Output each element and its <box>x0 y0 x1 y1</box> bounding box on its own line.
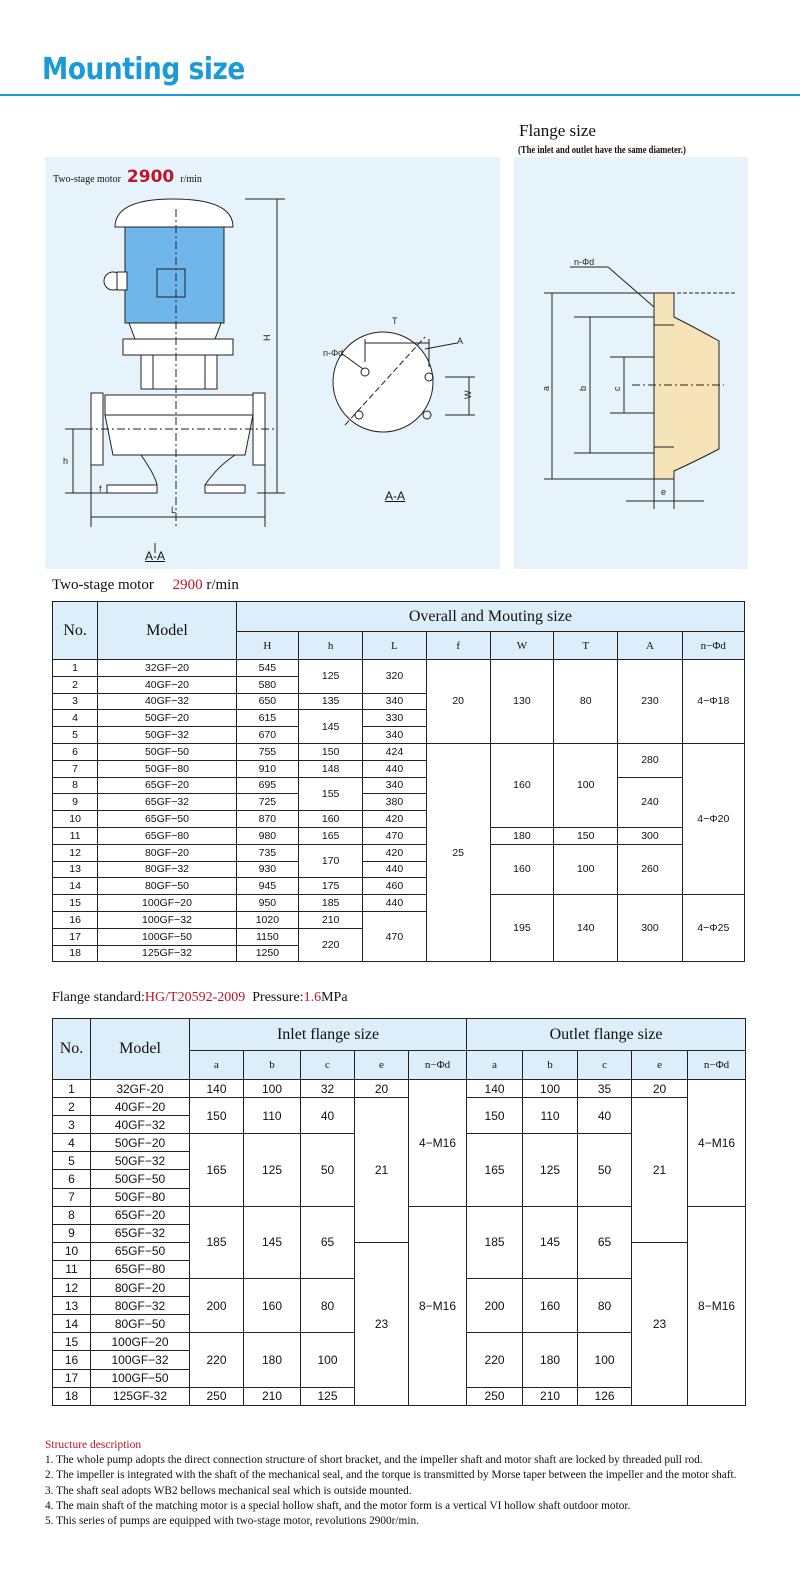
table2-inlet-e: 21 <box>355 1098 409 1243</box>
table2-cell-model: 100GF−20 <box>91 1333 190 1351</box>
table2-header-inlet: Inlet flange size <box>190 1019 467 1051</box>
dim-label-H: H <box>262 334 272 341</box>
table2-cell-model: 40GF−20 <box>91 1098 190 1116</box>
table2-cell-no: 10 <box>53 1242 91 1260</box>
table1-cell-no: 11 <box>53 827 98 844</box>
table-row <box>53 895 745 912</box>
table1-cell-H: 695 <box>236 777 298 794</box>
table2-inlet-b: 100 <box>244 1080 301 1098</box>
table2-outlet-b: 145 <box>523 1206 578 1278</box>
table2-outlet-c: 65 <box>578 1206 632 1278</box>
dim-label-W: W <box>463 390 473 399</box>
table1-cell-model: 40GF−32 <box>98 693 237 710</box>
table1-cell-L: 470 <box>363 827 426 844</box>
table1-cell-h: 185 <box>299 895 363 912</box>
flange-size-table <box>52 1018 746 1406</box>
table1-cell-h: 165 <box>299 827 363 844</box>
table1-cell-h: 125 <box>299 660 363 694</box>
table1-cell-model: 80GF−20 <box>98 844 237 861</box>
table2-cell-no: 9 <box>53 1224 91 1242</box>
table1-cell-model: 100GF−20 <box>98 895 237 912</box>
table2-cell-no: 3 <box>53 1116 91 1134</box>
table2-outlet-nd: 4−M16 <box>688 1080 746 1207</box>
table1-cell-h: 210 <box>299 911 363 928</box>
table2-cell-model: 50GF−50 <box>91 1170 190 1188</box>
table1-cell-W: 180 <box>490 827 553 844</box>
table1-cell-no: 12 <box>53 844 98 861</box>
table2-outlet-a: 250 <box>467 1387 523 1405</box>
table2-cell-model: 100GF−32 <box>91 1351 190 1369</box>
table1-cell-T: 140 <box>554 895 618 962</box>
table2-header-outlet: Outlet flange size <box>467 1019 746 1051</box>
structure-item: 4. The main shaft of the matching motor is a special hollow shaft, and the motor form is a vertical VI hollow shaft outdoor motor. <box>45 1499 631 1512</box>
table2-col-inlet-b: b <box>244 1051 301 1080</box>
table2-inlet-b: 125 <box>244 1134 301 1206</box>
dim-label-T: T <box>392 316 398 326</box>
table1-cell-h: 148 <box>299 760 363 777</box>
table2-cell-no: 1 <box>53 1080 91 1098</box>
pump-drawing <box>45 157 500 569</box>
table2-inlet-b: 145 <box>244 1206 301 1278</box>
table2-outlet-a: 150 <box>467 1098 523 1134</box>
flange-label-nd: n-Φd <box>574 257 595 267</box>
table1-cell-model: 100GF−32 <box>98 911 237 928</box>
table2-caption-pressure: Pressure: <box>252 990 304 1005</box>
flange-size-title: Flange size <box>519 121 596 140</box>
table1-cell-L: 320 <box>363 660 426 694</box>
table1-col-h: h <box>299 632 363 660</box>
table2-cell-no: 2 <box>53 1098 91 1116</box>
table1-cell-h: 145 <box>299 710 363 744</box>
table1-cell-W: 195 <box>490 895 553 962</box>
table1-cell-A: 240 <box>618 777 682 827</box>
table1-cell-h: 150 <box>299 743 363 760</box>
table2-cell-no: 5 <box>53 1152 91 1170</box>
table2-outlet-b: 125 <box>523 1134 578 1206</box>
table1-cell-no: 10 <box>53 811 98 828</box>
dim-label-L: L <box>171 505 177 515</box>
table1-cell-model: 125GF−32 <box>98 945 237 962</box>
table1-caption <box>52 577 239 594</box>
table1-cell-model: 50GF−80 <box>98 760 237 777</box>
table2-caption-pressure-val: 1.6 <box>303 990 322 1005</box>
table1-cell-H: 580 <box>236 676 298 693</box>
table1-cell-L: 424 <box>363 743 426 760</box>
table2-cell-model: 50GF−80 <box>91 1188 190 1206</box>
table2-inlet-c: 100 <box>301 1333 355 1387</box>
table2-outlet-c: 40 <box>578 1098 632 1134</box>
table1-cell-H: 725 <box>236 794 298 811</box>
table2-cell-no: 15 <box>53 1333 91 1351</box>
table-row <box>53 844 745 861</box>
table1-cell-A: 230 <box>618 660 682 744</box>
table2-col-outlet-nd: n−Φd <box>688 1051 746 1080</box>
table1-cell-A: 300 <box>618 827 682 844</box>
table1-col-T: T <box>554 632 618 660</box>
table2-cell-model: 80GF−50 <box>91 1315 190 1333</box>
dim-label-A: A <box>457 336 464 346</box>
table1-cell-L: 470 <box>363 911 426 961</box>
table2-outlet-a: 140 <box>467 1080 523 1098</box>
table1-cell-f: 20 <box>426 660 490 744</box>
table1-cell-H: 615 <box>236 710 298 727</box>
table1-cell-L: 340 <box>363 727 426 744</box>
table2-cell-model: 65GF−20 <box>91 1206 190 1224</box>
table1-cell-H: 1150 <box>236 928 298 945</box>
table1-cell-h: 175 <box>299 878 363 895</box>
page-title: Mounting size <box>42 52 245 87</box>
table1-caption-rpm: 2900 <box>172 577 203 593</box>
table2-cell-model: 50GF−32 <box>91 1152 190 1170</box>
table1-cell-L: 420 <box>363 811 426 828</box>
table1-cell-H: 735 <box>236 844 298 861</box>
table2-cell-model: 80GF−32 <box>91 1297 190 1315</box>
table1-cell-no: 5 <box>53 727 98 744</box>
table1-cell-no: 7 <box>53 760 98 777</box>
table1-cell-W: 160 <box>490 743 553 827</box>
table1-cell-L: 330 <box>363 710 426 727</box>
table1-col-H: H <box>236 632 298 660</box>
table2-inlet-c: 32 <box>301 1080 355 1098</box>
table1-cell-L: 460 <box>363 878 426 895</box>
flange-drawing <box>514 157 748 569</box>
table1-cell-nd: 4−Φ25 <box>682 895 744 962</box>
table1-cell-model: 80GF−50 <box>98 878 237 895</box>
table1-cell-no: 1 <box>53 660 98 677</box>
table2-cell-no: 8 <box>53 1206 91 1224</box>
table2-inlet-a: 185 <box>190 1206 244 1278</box>
flange-size-subtitle: (The inlet and outlet have the same diameter.) <box>518 145 686 156</box>
table1-cell-A: 300 <box>618 895 682 962</box>
table2-cell-model: 100GF−50 <box>91 1369 190 1387</box>
table2-inlet-a: 140 <box>190 1080 244 1098</box>
table2-col-outlet-a: a <box>467 1051 523 1080</box>
table2-outlet-e: 21 <box>632 1098 688 1243</box>
table2-cell-no: 17 <box>53 1369 91 1387</box>
table1-cell-T: 80 <box>554 660 618 744</box>
table2-inlet-b: 210 <box>244 1387 301 1405</box>
table2-outlet-b: 180 <box>523 1333 578 1387</box>
table2-outlet-c: 35 <box>578 1080 632 1098</box>
table1-cell-model: 50GF−32 <box>98 727 237 744</box>
table1-cell-L: 340 <box>363 693 426 710</box>
flange-label-c: c <box>612 386 622 391</box>
table1-cell-h: 160 <box>299 811 363 828</box>
dim-label-h: h <box>63 456 69 466</box>
table2-cell-no: 16 <box>53 1351 91 1369</box>
table2-col-inlet-nd: n−Φd <box>409 1051 467 1080</box>
table1-cell-H: 980 <box>236 827 298 844</box>
table1-cell-no: 13 <box>53 861 98 878</box>
table2-cell-model: 65GF−50 <box>91 1242 190 1260</box>
table1-cell-H: 650 <box>236 693 298 710</box>
table2-cell-model: 50GF−20 <box>91 1134 190 1152</box>
structure-description <box>45 1438 755 1529</box>
table1-cell-H: 950 <box>236 895 298 912</box>
flange-label-a: a <box>541 385 551 391</box>
title-rule <box>0 94 800 96</box>
pump-section-label: A-A <box>145 549 166 563</box>
table2-inlet-nd: 4−M16 <box>409 1080 467 1207</box>
table1-cell-nd: 4−Φ20 <box>682 743 744 894</box>
table-row <box>53 743 745 760</box>
table2-col-outlet-c: c <box>578 1051 632 1080</box>
table1-cell-no: 18 <box>53 945 98 962</box>
table2-col-outlet-b: b <box>523 1051 578 1080</box>
table1-cell-model: 65GF−50 <box>98 811 237 828</box>
structure-item: 3. The shaft seal adopts WB2 bellows mechanical seal which is outside mounted. <box>45 1484 412 1497</box>
dim-label-nd: n-Φd <box>323 348 344 358</box>
table2-cell-no: 7 <box>53 1188 91 1206</box>
table1-cell-model: 32GF−20 <box>98 660 237 677</box>
table1-cell-model: 100GF−50 <box>98 928 237 945</box>
table1-cell-L: 440 <box>363 861 426 878</box>
table2-col-outlet-e: e <box>632 1051 688 1080</box>
structure-item: 1. The whole pump adopts the direct connection structure of short bracket, and the impeller shaft and motor shaft are locked by threaded pull rod. <box>45 1454 703 1467</box>
table2-inlet-b: 160 <box>244 1279 301 1333</box>
table2-cell-model: 125GF-32 <box>91 1387 190 1405</box>
table2-cell-model: 32GF-20 <box>91 1080 190 1098</box>
table2-header-model: Model <box>91 1019 190 1080</box>
table2-inlet-c: 65 <box>301 1206 355 1278</box>
table2-outlet-c: 100 <box>578 1333 632 1387</box>
table-row <box>53 1242 746 1260</box>
table2-cell-no: 13 <box>53 1297 91 1315</box>
table-row <box>53 660 745 677</box>
table2-cell-no: 14 <box>53 1315 91 1333</box>
motor-rpm: 2900 <box>126 167 175 187</box>
table1-cell-H: 1250 <box>236 945 298 962</box>
table1-cell-model: 50GF−20 <box>98 710 237 727</box>
table1-cell-h: 135 <box>299 693 363 710</box>
table1-cell-model: 50GF−50 <box>98 743 237 760</box>
table1-cell-A: 260 <box>618 844 682 894</box>
table2-caption-text: Flange standard: <box>52 990 145 1005</box>
structure-item: 5. This series of pumps are equipped with two-stage motor, revolutions 2900r/min. <box>45 1515 419 1528</box>
motor-unit: r/min <box>180 174 202 185</box>
overall-size-table <box>52 601 745 962</box>
table1-cell-no: 16 <box>53 911 98 928</box>
table1-cell-H: 910 <box>236 760 298 777</box>
table1-cell-no: 4 <box>53 710 98 727</box>
table1-col-L: L <box>363 632 426 660</box>
table1-cell-no: 6 <box>53 743 98 760</box>
table1-cell-h: 170 <box>299 844 363 878</box>
table1-cell-L: 380 <box>363 794 426 811</box>
table2-cell-model: 65GF−80 <box>91 1260 190 1278</box>
table1-col-W: W <box>490 632 553 660</box>
motor-label-text: Two-stage motor <box>53 174 121 185</box>
table1-cell-W: 160 <box>490 844 553 894</box>
table1-cell-no: 14 <box>53 878 98 895</box>
table1-col-A: A <box>618 632 682 660</box>
table2-inlet-nd: 8−M16 <box>409 1206 467 1405</box>
table1-col-f: f <box>426 632 490 660</box>
table1-cell-model: 65GF−20 <box>98 777 237 794</box>
table1-cell-h: 155 <box>299 777 363 811</box>
table1-cell-no: 9 <box>53 794 98 811</box>
flange-label-b: b <box>578 385 588 391</box>
table-row <box>53 827 745 844</box>
table2-inlet-e: 23 <box>355 1242 409 1405</box>
table1-cell-no: 17 <box>53 928 98 945</box>
table2-outlet-a: 165 <box>467 1134 523 1206</box>
table2-col-inlet-c: c <box>301 1051 355 1080</box>
table2-cell-no: 6 <box>53 1170 91 1188</box>
table1-cell-model: 65GF−80 <box>98 827 237 844</box>
flange-label-e: e <box>661 487 667 497</box>
table2-outlet-c: 50 <box>578 1134 632 1206</box>
table2-outlet-b: 110 <box>523 1098 578 1134</box>
table2-inlet-a: 220 <box>190 1333 244 1387</box>
table1-cell-T: 100 <box>554 743 618 827</box>
table2-inlet-c: 125 <box>301 1387 355 1405</box>
table2-outlet-nd: 8−M16 <box>688 1206 746 1405</box>
motor-label <box>53 167 202 187</box>
table2-cell-no: 11 <box>53 1260 91 1278</box>
table1-cell-H: 930 <box>236 861 298 878</box>
table2-cell-no: 18 <box>53 1387 91 1405</box>
table1-header-no: No. <box>53 602 98 660</box>
base-section-label: A-A <box>385 489 406 503</box>
table2-col-inlet-a: a <box>190 1051 244 1080</box>
table1-cell-no: 2 <box>53 676 98 693</box>
table1-header-group: Overall and Mouting size <box>236 602 744 632</box>
table1-cell-L: 440 <box>363 760 426 777</box>
table2-caption-pressure-unit: MPa <box>321 990 348 1005</box>
table1-cell-T: 150 <box>554 827 618 844</box>
flange-drawing-panel <box>514 157 748 569</box>
table1-cell-H: 1020 <box>236 911 298 928</box>
table2-outlet-a: 200 <box>467 1279 523 1333</box>
table2-header-no: No. <box>53 1019 91 1080</box>
table-row <box>53 1080 746 1098</box>
table2-inlet-c: 40 <box>301 1098 355 1134</box>
table1-cell-f: 25 <box>426 743 490 961</box>
table2-inlet-b: 110 <box>244 1098 301 1134</box>
table2-cell-model: 40GF−32 <box>91 1116 190 1134</box>
table2-inlet-c: 80 <box>301 1279 355 1333</box>
structure-title: Structure description <box>45 1439 142 1451</box>
table1-caption-unit: r/min <box>206 577 239 593</box>
table2-outlet-e: 20 <box>632 1080 688 1098</box>
table1-cell-A: 280 <box>618 743 682 777</box>
table2-caption <box>52 990 348 1006</box>
table2-outlet-c: 126 <box>578 1387 632 1405</box>
table-row <box>53 1098 746 1116</box>
table1-caption-text: Two-stage motor <box>52 577 154 593</box>
table2-outlet-a: 185 <box>467 1206 523 1278</box>
table1-cell-no: 15 <box>53 895 98 912</box>
table1-cell-H: 670 <box>236 727 298 744</box>
table2-inlet-a: 150 <box>190 1098 244 1134</box>
table1-cell-model: 40GF−20 <box>98 676 237 693</box>
table-row <box>53 777 745 794</box>
table1-header-model: Model <box>98 602 237 660</box>
table2-outlet-b: 100 <box>523 1080 578 1098</box>
table2-inlet-b: 180 <box>244 1333 301 1387</box>
table2-inlet-e: 20 <box>355 1080 409 1098</box>
structure-item: 2. The impeller is integrated with the shaft of the mechanical seal, and the torque is transmitted by Morse taper between the impeller and the motor shaft. <box>45 1469 737 1482</box>
table1-cell-W: 130 <box>490 660 553 744</box>
table1-cell-model: 80GF−32 <box>98 861 237 878</box>
table1-cell-no: 8 <box>53 777 98 794</box>
table1-cell-model: 65GF−32 <box>98 794 237 811</box>
pump-drawing-panel <box>45 157 500 569</box>
table2-inlet-a: 200 <box>190 1279 244 1333</box>
table2-cell-no: 4 <box>53 1134 91 1152</box>
table1-cell-T: 100 <box>554 844 618 894</box>
table1-cell-H: 755 <box>236 743 298 760</box>
dim-label-f: f <box>99 484 102 494</box>
table2-outlet-b: 210 <box>523 1387 578 1405</box>
table2-cell-model: 65GF−32 <box>91 1224 190 1242</box>
table2-cell-model: 80GF−20 <box>91 1279 190 1297</box>
table1-cell-H: 870 <box>236 811 298 828</box>
table2-outlet-a: 220 <box>467 1333 523 1387</box>
table1-cell-h: 220 <box>299 928 363 962</box>
table1-cell-L: 440 <box>363 895 426 912</box>
table2-cell-no: 12 <box>53 1279 91 1297</box>
table2-inlet-a: 165 <box>190 1134 244 1206</box>
table2-outlet-e: 23 <box>632 1242 688 1405</box>
table2-inlet-c: 50 <box>301 1134 355 1206</box>
table2-col-inlet-e: e <box>355 1051 409 1080</box>
table2-inlet-a: 250 <box>190 1387 244 1405</box>
table1-col-nd: n−Φd <box>682 632 744 660</box>
table2-outlet-c: 80 <box>578 1279 632 1333</box>
table2-caption-std: HG/T20592-2009 <box>144 990 246 1005</box>
table1-cell-L: 340 <box>363 777 426 794</box>
table1-cell-L: 420 <box>363 844 426 861</box>
table1-cell-no: 3 <box>53 693 98 710</box>
table1-cell-H: 945 <box>236 878 298 895</box>
table1-cell-H: 545 <box>236 660 298 677</box>
table2-outlet-b: 160 <box>523 1279 578 1333</box>
table1-cell-nd: 4−Φ18 <box>682 660 744 744</box>
